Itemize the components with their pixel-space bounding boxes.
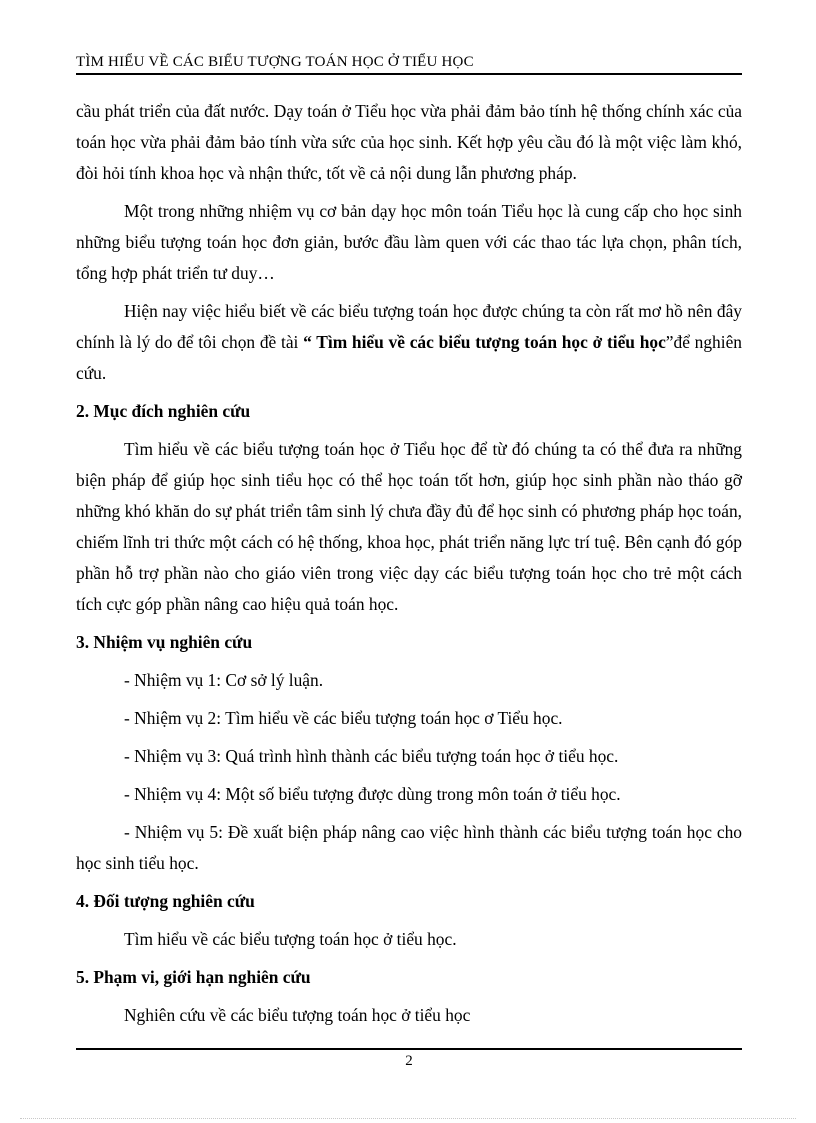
page-content xyxy=(76,96,742,1038)
paragraph-purpose: Tìm hiểu về các biểu tượng toán học ở Tiểu học để từ đó chúng ta có thể đưa ra những biện pháp để giúp học sinh tiểu học có thể học toán tốt hơn, giúp học sinh phần nào tháo gỡ những khó khăn do sự phát triển tâm sinh lý chưa đầy đủ để học sinh có phương pháp học toán, chiếm lĩnh tri thức một cách có hệ thống, khoa học, phát triển năng lực trí tuệ. Bên cạnh đó góp phần hỗ trợ phần nào cho giáo viên trong việc dạy các biểu tượng toán học cho trẻ một cách tích cực góp phần nâng cao hiệu quả toán học. xyxy=(76,439,742,614)
heading-tasks: 3. Nhiệm vụ nghiên cứu xyxy=(76,632,253,652)
paragraph-scope: Nghiên cứu về các biểu tượng toán học ở tiểu học xyxy=(124,1005,471,1025)
task-item: - Nhiệm vụ 2: Tìm hiểu về các biểu tượng toán học ơ Tiểu học. xyxy=(124,708,563,728)
task-item: - Nhiệm vụ 1: Cơ sở lý luận. xyxy=(124,670,324,690)
task-item: - Nhiệm vụ 3: Quá trình hình thành các biểu tượng toán học ở tiểu học. xyxy=(124,746,619,766)
paragraph-topic-reason xyxy=(76,296,742,389)
task-item: - Nhiệm vụ 4: Một số biểu tượng được dùng trong môn toán ở tiểu học. xyxy=(124,784,621,804)
paragraph-tasks-intro: Một trong những nhiệm vụ cơ bản dạy học môn toán Tiểu học là cung cấp cho học sinh những biểu tượng toán học đơn giản, bước đầu làm quen với các thao tác lựa chọn, phân tích, tổng hợp phát triển tư duy… xyxy=(76,201,742,283)
page-break-line xyxy=(20,1118,796,1119)
paragraph-continuation: cầu phát triển của đất nước. Dạy toán ở Tiểu học vừa phải đảm bảo tính hệ thống chính xác của toán học vừa phải đảm bảo tính vừa sức của học sinh. Kết hợp yêu cầu đó là một việc làm khó, đòi hỏi tính khoa học và nhận thức, tốt về cả nội dung lẫn phương pháp. xyxy=(76,101,742,183)
paragraph-object: Tìm hiểu về các biểu tượng toán học ở tiểu học. xyxy=(124,929,457,949)
topic-reason-text: Hiện nay việc hiểu biết về các biểu tượng toán học được chúng ta còn rất mơ hồ nên đây chính là lý do để tôi chọn đề tài xyxy=(76,301,742,352)
topic-title-bold: “ Tìm hiểu về các biểu tượng toán học ở tiểu học xyxy=(303,332,666,352)
heading-object: 4. Đối tượng nghiên cứu xyxy=(76,891,255,911)
running-header: TÌM HIỂU VỀ CÁC BIỂU TƯỢNG TOÁN HỌC Ở TIỂU HỌC xyxy=(76,52,742,75)
heading-scope: 5. Phạm vi, giới hạn nghiên cứu xyxy=(76,967,311,987)
page-number: 2 xyxy=(76,1048,742,1070)
heading-purpose: 2. Mục đích nghiên cứu xyxy=(76,401,251,421)
topic-reason-end: ”để nghiên cứu. xyxy=(76,332,743,383)
task-item: - Nhiệm vụ 5: Đề xuất biện pháp nâng cao việc hình thành các biểu tượng toán học cho học sinh tiểu học. xyxy=(76,822,742,873)
